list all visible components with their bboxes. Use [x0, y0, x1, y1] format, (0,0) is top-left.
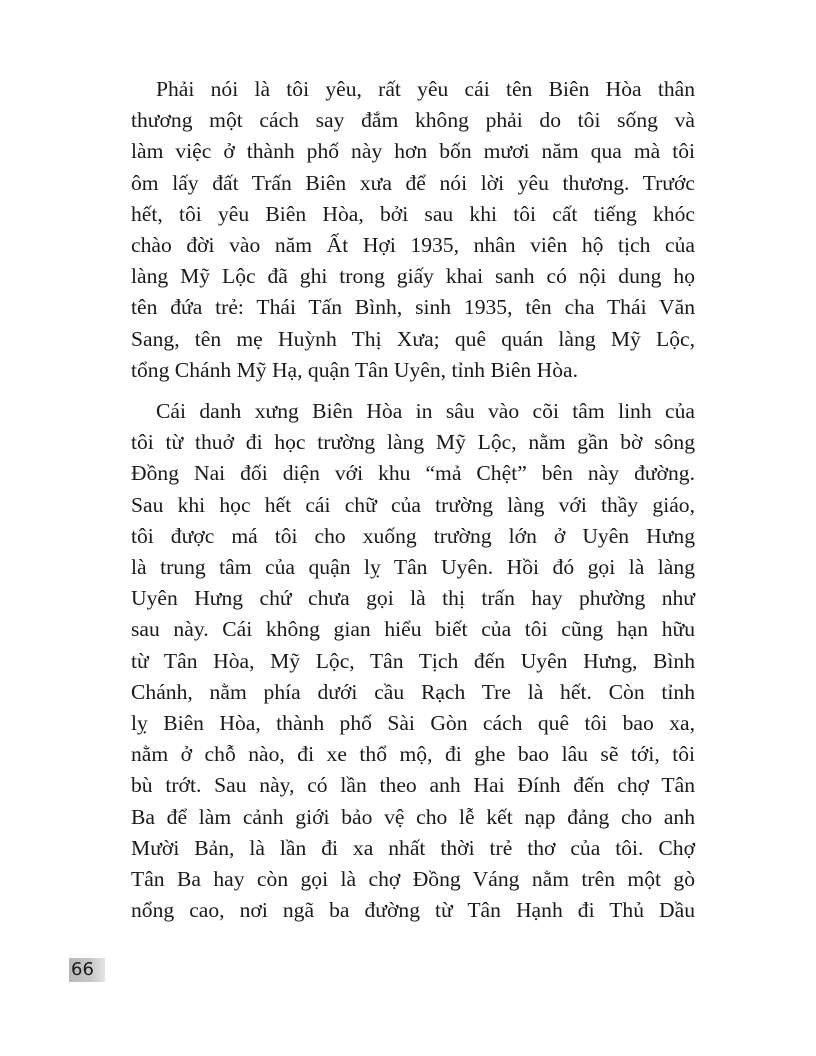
text-line: Sau khi học hết cái chữ của trường làng với thầy giáo,: [131, 492, 695, 517]
text-line: hết, tôi yêu Biên Hòa, bởi sau khi tôi cất tiếng khóc: [131, 201, 695, 226]
body-text: [131, 74, 695, 926]
text-line: ôm lấy đất Trấn Biên xưa để nói lời yêu thương. Trước: [131, 170, 695, 195]
text-line: từ Tân Hòa, Mỹ Lộc, Tân Tịch đến Uyên Hưng, Bình: [131, 648, 695, 673]
text-line: lỵ Biên Hòa, thành phố Sài Gòn cách quê tôi bao xa,: [131, 711, 695, 736]
text-line: nổng cao, nơi ngã ba đường từ Tân Hạnh đi Thủ Dầu: [131, 898, 695, 923]
text-line: làng Mỹ Lộc đã ghi trong giấy khai sanh có nội dung họ: [131, 264, 695, 289]
text-line: làm việc ở thành phố này hơn bốn mươi năm qua mà tôi: [131, 139, 695, 164]
text-line: thương một cách say đắm không phải do tôi sống và: [131, 108, 695, 133]
text-line: sau này. Cái không gian hiểu biết của tôi cũng hạn hữu: [131, 617, 695, 642]
text-line: Sang, tên mẹ Huỳnh Thị Xưa; quê quán làng Mỹ Lộc,: [131, 326, 695, 351]
text-line: Tân Ba hay còn gọi là chợ Đồng Váng nằm trên một gò: [131, 867, 695, 892]
text-line: Mười Bản, là lần đi xa nhất thời trẻ thơ của tôi. Chợ: [131, 835, 695, 860]
paragraph-1: [131, 74, 695, 386]
text-line: là trung tâm của quận lỵ Tân Uyên. Hồi đó gọi là làng: [131, 555, 695, 580]
page-number: 66: [69, 958, 105, 982]
text-line: bù trớt. Sau này, có lần theo anh Hai Đính đến chợ Tân: [131, 773, 695, 798]
text-line: Chánh, nằm phía dưới cầu Rạch Tre là hết. Còn tỉnh: [131, 679, 695, 704]
text-line: tôi được má tôi cho xuống trường lớn ở Uyên Hưng: [131, 523, 695, 548]
text-line: tôi từ thuở đi học trường làng Mỹ Lộc, nằm gần bờ sông: [131, 430, 695, 455]
text-line: tổng Chánh Mỹ Hạ, quận Tân Uyên, tỉnh Biên Hòa.: [131, 357, 579, 382]
text-line: Phải nói là tôi yêu, rất yêu cái tên Biên Hòa thân: [156, 77, 695, 101]
text-line: nằm ở chỗ nào, đi xe thổ mộ, đi ghe bao lâu sẽ tới, tôi: [131, 742, 695, 767]
text-line: tên đứa trẻ: Thái Tấn Bình, sinh 1935, tên cha Thái Văn: [131, 295, 695, 320]
paragraph-2: [131, 396, 695, 926]
text-line: Cái danh xưng Biên Hòa in sâu vào cõi tâm linh của: [156, 399, 695, 424]
text-line: chào đời vào năm Ất Hợi 1935, nhân viên hộ tịch của: [131, 233, 695, 258]
text-line: Uyên Hưng chứ chưa gọi là thị trấn hay phường như: [131, 586, 695, 611]
text-line: Đồng Nai đối diện với khu “mả Chệt” bên này đường.: [131, 461, 695, 486]
text-line: Ba để làm cảnh giới bảo vệ cho lễ kết nạp đảng cho anh: [131, 804, 695, 829]
